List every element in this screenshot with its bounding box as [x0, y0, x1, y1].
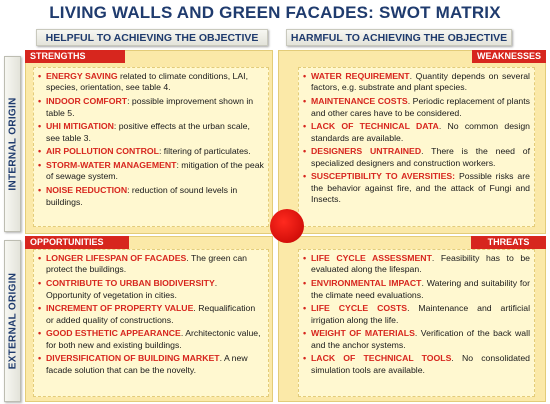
list-item — [303, 278, 531, 301]
item-keyword: LIFE CYCLE COSTS — [311, 303, 408, 314]
list-item — [303, 353, 531, 376]
list-item — [38, 121, 264, 144]
item-keyword: LACK OF TECHNICAL TOOLS — [311, 353, 452, 364]
list-item — [303, 328, 530, 351]
bullet-icon: • — [38, 278, 42, 289]
item-keyword: LACK OF TECHNICAL DATA — [311, 121, 439, 132]
item-text: . Maintenance and artificial irrigation along the life. — [311, 303, 530, 325]
item-text: . No common design standards are available. — [311, 121, 530, 143]
list-item — [38, 96, 264, 119]
list-item — [303, 121, 530, 144]
item-keyword: MAINTENANCE COSTS — [311, 96, 408, 107]
bullet-icon: • — [38, 160, 42, 171]
bullet-icon: • — [303, 146, 307, 157]
bullet-icon: • — [38, 353, 42, 364]
threats-label: THREATS — [471, 236, 546, 249]
bullet-icon: • — [38, 253, 42, 263]
item-text: : reduction of sound levels in buildings. — [46, 185, 238, 207]
list-item — [38, 278, 264, 301]
list-item — [38, 71, 264, 94]
item-keyword: LONGER LIFESPAN OF FACADES — [46, 253, 187, 263]
item-text: . No consolidated simulation tools are available. — [311, 353, 531, 375]
item-text: . A new facade solution that can be the novelty. — [46, 353, 248, 375]
list-item — [303, 253, 530, 276]
item-text: : filtering of particulates. — [158, 146, 251, 157]
item-keyword: NOISE REDUCTION — [46, 185, 128, 196]
bullet-icon: • — [38, 185, 42, 196]
list-item — [38, 146, 264, 157]
opportunities-list — [38, 253, 264, 376]
bullet-icon: • — [303, 278, 307, 289]
item-text: Possible risks are the behavior against fire, and the attack of Fungi and Insects. — [311, 171, 530, 205]
list-item — [38, 328, 264, 351]
item-text: . Quantity depends on several factors, e.g. substrate and plant species. — [311, 71, 530, 93]
bullet-icon: • — [38, 303, 42, 314]
item-text: related to climate conditions, LAI, species, orientation, see table 4. — [46, 71, 248, 93]
page-title: LIVING WALLS AND GREEN FACADES: SWOT MATRIX — [49, 3, 501, 22]
item-text: : positive effects at the urban scale, see table 3. — [46, 121, 250, 143]
column-header-harmful: HARMFUL TO ACHIEVING THE OBJECTIVE — [286, 29, 512, 46]
item-text: : possible improvement shown in table 5. — [46, 96, 254, 118]
list-item — [303, 71, 530, 94]
item-keyword: CONTRIBUTE TO URBAN BIODIVERSITY — [46, 278, 215, 289]
strengths-panel — [33, 67, 269, 227]
item-text: . Architectonic value, for both new and existing buildings. — [46, 328, 261, 350]
item-keyword: ENVIRONMENTAL IMPACT — [311, 278, 422, 289]
weaknesses-label: WEAKNESSES — [472, 50, 546, 63]
center-circle-icon — [270, 209, 304, 243]
item-text: . Opportunity of vegetation in cities. — [46, 278, 218, 300]
row-label-internal — [4, 56, 21, 232]
list-item — [38, 185, 264, 208]
strengths-label: STRENGTHS — [25, 50, 125, 63]
item-keyword: WEIGHT OF MATERIALS — [311, 328, 415, 339]
threats-list — [303, 253, 531, 376]
item-text: . Verification of the back wall and the anchor systems. — [311, 328, 530, 350]
item-text: : mitigation of the peak of sewage system. — [46, 160, 264, 182]
bullet-icon: • — [38, 146, 42, 157]
item-text: . The green can protect the buildings. — [46, 253, 247, 275]
item-text: . Watering and suitability for the climate need evaluations. — [311, 278, 531, 300]
item-text: . Feasibility has to be evaluated along the lifespan. — [311, 253, 530, 275]
list-item — [303, 171, 530, 205]
list-item — [303, 146, 530, 169]
bullet-icon: • — [38, 96, 42, 107]
opportunities-panel — [33, 249, 269, 397]
list-item — [38, 303, 264, 326]
bullet-icon: • — [303, 171, 307, 182]
bullet-icon: • — [38, 328, 42, 339]
weaknesses-panel — [298, 67, 535, 227]
item-keyword: WATER REQUIREMENT — [311, 71, 410, 81]
bullet-icon: • — [38, 71, 42, 81]
row-label-external-text: EXTERNAL ORIGIN — [7, 272, 18, 370]
list-item — [303, 303, 530, 326]
row-label-internal-text: INTERNAL ORIGIN — [7, 97, 18, 191]
item-keyword: UHI MITIGATION — [46, 121, 114, 132]
list-item — [38, 160, 264, 183]
item-keyword: LIFE CYCLE ASSESSMENT — [311, 253, 432, 263]
item-keyword: INDOOR COMFORT — [46, 96, 128, 107]
item-keyword: ENERGY SAVING — [46, 71, 118, 81]
item-keyword: DIVERSIFICATION OF BUILDING MARKET — [46, 353, 220, 364]
bullet-icon: • — [303, 96, 307, 107]
item-keyword: GOOD ESTHETIC APPEARANCE — [46, 328, 181, 339]
bullet-icon: • — [303, 253, 307, 263]
opportunities-label: OPPORTUNITIES — [25, 236, 129, 249]
list-item — [38, 253, 264, 276]
bullet-icon: • — [303, 353, 307, 364]
list-item — [303, 96, 530, 119]
item-keyword: STORM-WATER MANAGEMENT — [46, 160, 177, 171]
item-keyword: AIR POLLUTION CONTROL — [46, 146, 159, 157]
item-keyword: INCREMENT OF PROPERTY VALUE — [46, 303, 194, 314]
item-text: . There is the need of specialized designers and construction workers. — [311, 146, 530, 168]
column-header-helpful: HELPFUL TO ACHIEVING THE OBJECTIVE — [36, 29, 268, 46]
bullet-icon: • — [303, 121, 307, 132]
weaknesses-list — [303, 71, 530, 206]
list-item — [38, 353, 264, 376]
item-keyword: DESIGNERS UNTRAINED — [311, 146, 422, 157]
row-label-external — [4, 240, 21, 402]
bullet-icon: • — [303, 303, 307, 314]
bullet-icon: • — [303, 71, 307, 81]
item-text: . Periodic replacement of plants and other cares have to be considered. — [311, 96, 530, 118]
item-keyword: SUSCEPTIBILITY TO AVERSITIES: — [311, 171, 456, 182]
threats-panel — [298, 249, 535, 397]
item-text: . Requalification or added quality of constructions. — [46, 303, 256, 325]
strengths-list — [38, 71, 264, 208]
bullet-icon: • — [38, 121, 42, 132]
bullet-icon: • — [303, 328, 307, 339]
